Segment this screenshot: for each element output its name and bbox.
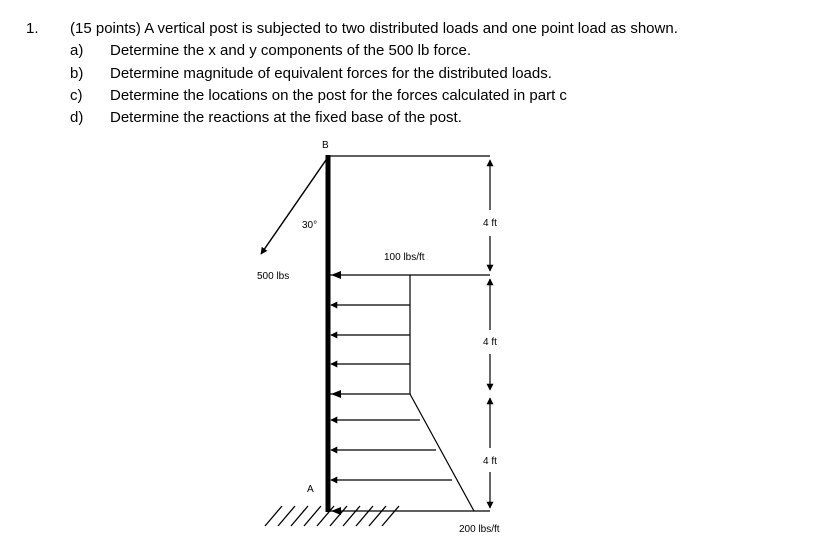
- angle-label: 30°: [302, 220, 318, 231]
- top-point-label: B: [322, 140, 329, 151]
- segment-label-bottom: 4 ft: [483, 456, 497, 467]
- part-a-text: Determine the x and y components of the 500 lb force.: [110, 42, 472, 59]
- load-arrow-head: [331, 271, 341, 279]
- segment-label-top: 4 ft: [483, 218, 497, 229]
- triangular-load-envelope: [410, 394, 474, 511]
- segment-label-middle: 4 ft: [483, 337, 497, 348]
- part-d-label: d): [70, 109, 84, 126]
- uniform-load-label: 100 lbs/ft: [384, 252, 425, 263]
- distributed-load-arrows: [331, 305, 452, 480]
- max-load-label: 200 lbs/ft: [459, 524, 500, 535]
- part-c-label: c): [70, 87, 83, 104]
- point-load-label: 500 lbs: [257, 271, 290, 282]
- load-arrow-head: [331, 390, 341, 398]
- part-a-label: a): [70, 42, 84, 59]
- part-b-label: b): [70, 65, 84, 82]
- base-point-label: A: [307, 484, 314, 495]
- point-load-arrow: [261, 160, 326, 254]
- question-intro: (15 points) A vertical post is subjected to two distributed loads and one point load as shown.: [70, 20, 678, 37]
- part-c-text: Determine the locations on the post for the forces calculated in part c: [110, 87, 567, 104]
- part-b-text: Determine magnitude of equivalent forces for the distributed loads.: [110, 65, 552, 82]
- question-number: 1.: [26, 20, 39, 37]
- ground-hatching: [265, 500, 400, 526]
- part-d-text: Determine the reactions at the fixed base of the post.: [110, 109, 462, 126]
